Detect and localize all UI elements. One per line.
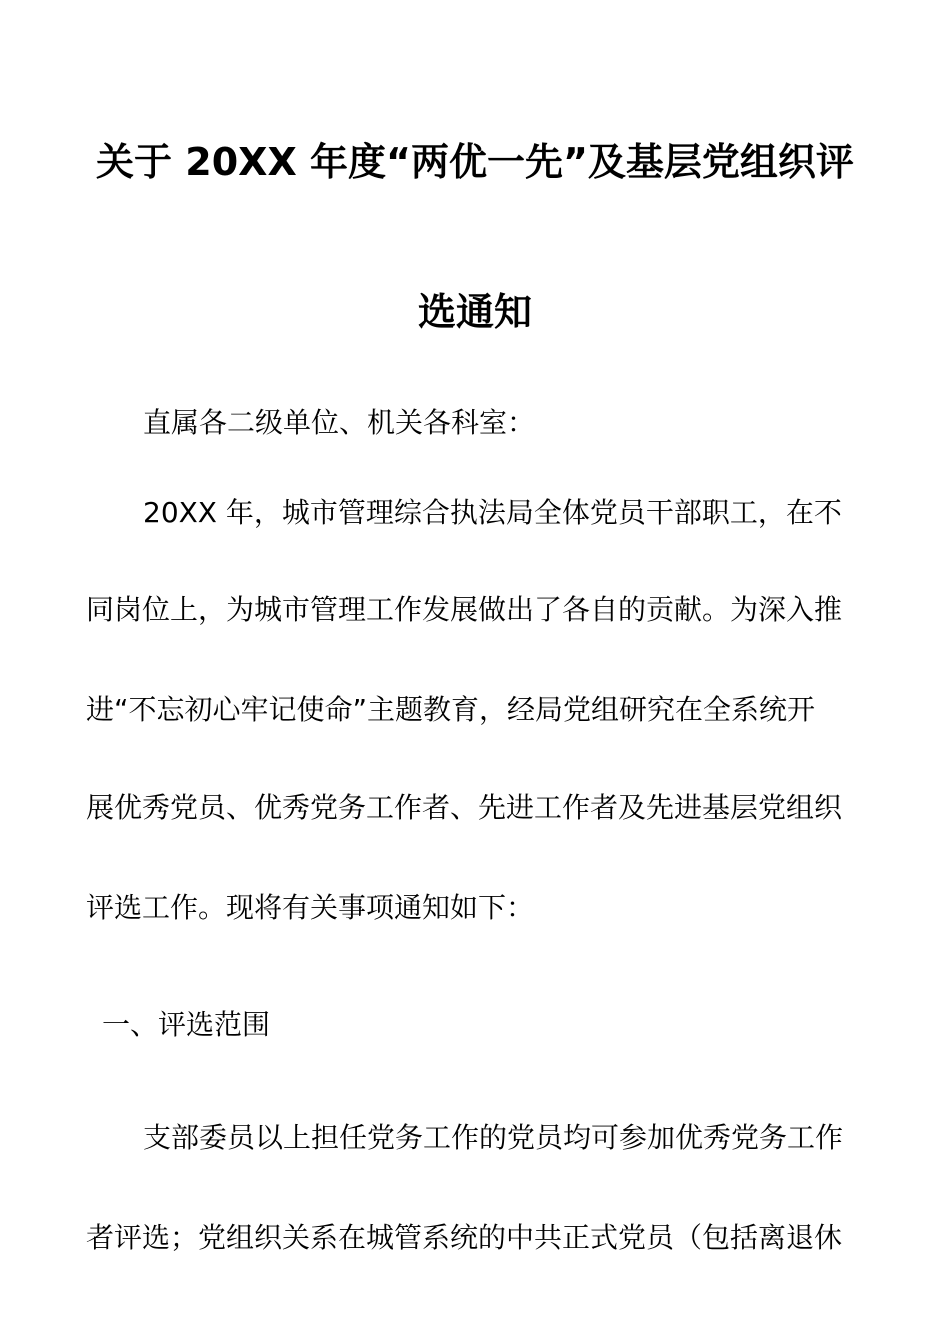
paragraph-line: 支部委员以上担任党务工作的党员均可参加优秀党务工作 bbox=[143, 1121, 844, 1154]
document-title-line-2: 选通知 bbox=[417, 290, 532, 334]
paragraph-line: 进“不忘初心牢记使命”主题教育，经局党组研究在全系统开 bbox=[86, 693, 816, 726]
paragraph-line: 20XX 年，城市管理综合执法局全体党员干部职工，在不 bbox=[143, 496, 842, 529]
salutation: 直属各二级单位、机关各科室： bbox=[143, 406, 536, 439]
paragraph-line: 同岗位上，为城市管理工作发展做出了各自的贡献。为深入推 bbox=[86, 593, 843, 626]
paragraph-line: 展优秀党员、优秀党务工作者、先进工作者及先进基层党组织 bbox=[86, 791, 843, 824]
paragraph-line: 评选工作。现将有关事项通知如下： bbox=[86, 891, 535, 924]
section-heading: 一、评选范围 bbox=[102, 1008, 271, 1041]
document-title-line-1: 关于 20XX 年度“两优一先”及基层党组织评 bbox=[96, 140, 854, 184]
paragraph-line: 者评选；党组织关系在城管系统的中共正式党员（包括离退休 bbox=[86, 1221, 843, 1254]
